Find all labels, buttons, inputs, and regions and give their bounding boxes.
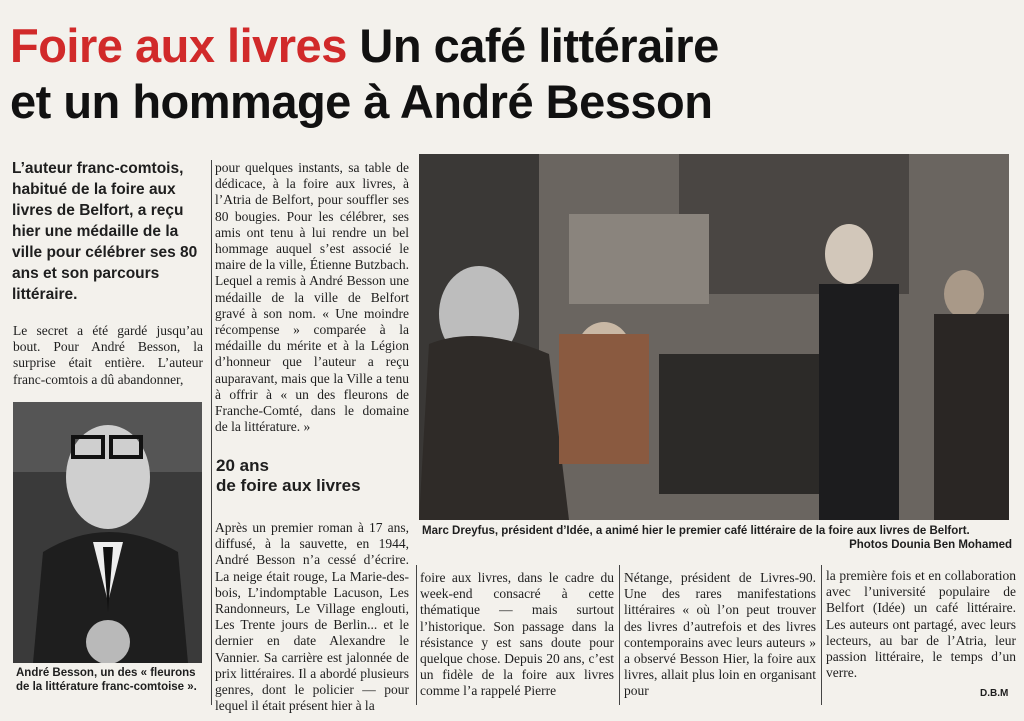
author-signature: D.B.M: [980, 688, 1009, 699]
cafe-litteraire-photo: [419, 154, 1009, 520]
subheading: [216, 456, 410, 496]
article-column-3: [420, 570, 614, 700]
column-1-text: Le secret a été gardé jusqu’au bout. Pour André Besson, la surprise était entière. L’auteur franc-comtois a dû abandonner,: [13, 323, 203, 387]
column-divider-3: [619, 565, 620, 705]
subheading-line-2: de foire aux livres: [216, 476, 361, 495]
column-divider-1: [211, 160, 212, 705]
subheading-line-1: 20 ans: [216, 456, 269, 475]
column-2-text-2: Après un premier roman à 17 ans, diffusé, à la sauvette, en 1944, André Besson n’a cessé d’écrire. La neige était rouge, La Marie-des-bois, L’indomptable Lacuson, Les Randonneurs, Le Village englouti, Les Trente jours de Berlin... et le dernier en date Alexandre le Vannier. Sa carrière est jalonnée de prix littéraires. Il a abordé plusieurs genres, dont le policier — pour lequel il était présent hier à la: [215, 520, 409, 714]
main-photo-caption: Marc Dreyfus, président d’Idée, a animé hier le premier café littéraire de la foire aux livres de Belfort.: [422, 525, 970, 537]
headline: [10, 18, 1010, 130]
article-column-5: [826, 568, 1016, 681]
article-column-4: [624, 570, 816, 700]
article-column-2-continued: [215, 520, 409, 714]
column-2-text: pour quelques instants, sa table de dédicace, à la foire aux livres, à l’Atria de Belfort, pour souffler ses 80 bougies. Pour les célébrer, ses amis ont tenu à lui rendre un bel hommage auquel s’est associé le maire de la ville, Étienne Butzbach. Lequel a remis à André Besson une médaille de la ville de Belfort gravé à son nom. « Une moindre récompense » comparée à la médaille du mérite et à la Légion d’honneur que l’auteur a reçu auparavant, mais que la Ville a tenu à offrir à « un des fleurons de Franche-Comté, dans le domaine de la littérature. »: [215, 160, 409, 435]
article-column-2: [215, 160, 409, 435]
andre-besson-portrait-photo: [13, 402, 202, 663]
article-column-1: [13, 323, 203, 388]
lead-paragraph: L’auteur franc-comtois, habitué de la foire aux livres de Belfort, a reçu hier une médaille de la ville pour célébrer ses 80 ans et son parcours littéraire.: [12, 160, 198, 303]
column-3-text: foire aux livres, dans le cadre du week-end consacré à cette thématique — mais surtout l’historique. Son passage dans la résistance y est sans doute pour quelque chose. Depuis 20 ans, c’est un fidèle de la foire aux livres comme l’a rappelé Pierre: [420, 570, 614, 699]
portrait-caption: André Besson, un des « fleurons de la littérature franc-comtoise ».: [16, 667, 197, 693]
column-5-text: la première fois et en collaboration avec l’université populaire de Belfort (Idée) un café littéraire. Les auteurs ont partagé, avec leurs lecteurs, au bar de l’Atria, leur passion littéraire, le temps d’un verre.: [826, 568, 1016, 681]
column-divider-4: [821, 565, 822, 705]
headline-title-part2: et un hommage à André Besson: [10, 75, 713, 128]
headline-title-part1: Un café littéraire: [346, 19, 719, 72]
photo-credit: Photos Dounia Ben Mohamed: [849, 539, 1012, 551]
headline-kicker: Foire aux livres: [10, 19, 347, 72]
column-divider-2: [416, 565, 417, 705]
column-4-text: Nétange, président de Livres-90. Une des rares manifestations littéraires « où l’on peut trouver des livres d’autrefois et des livres contemporains avec leurs auteurs » a observé Besson Hier, la foire aux livres, allait plus loin en organisant pour: [624, 570, 816, 699]
